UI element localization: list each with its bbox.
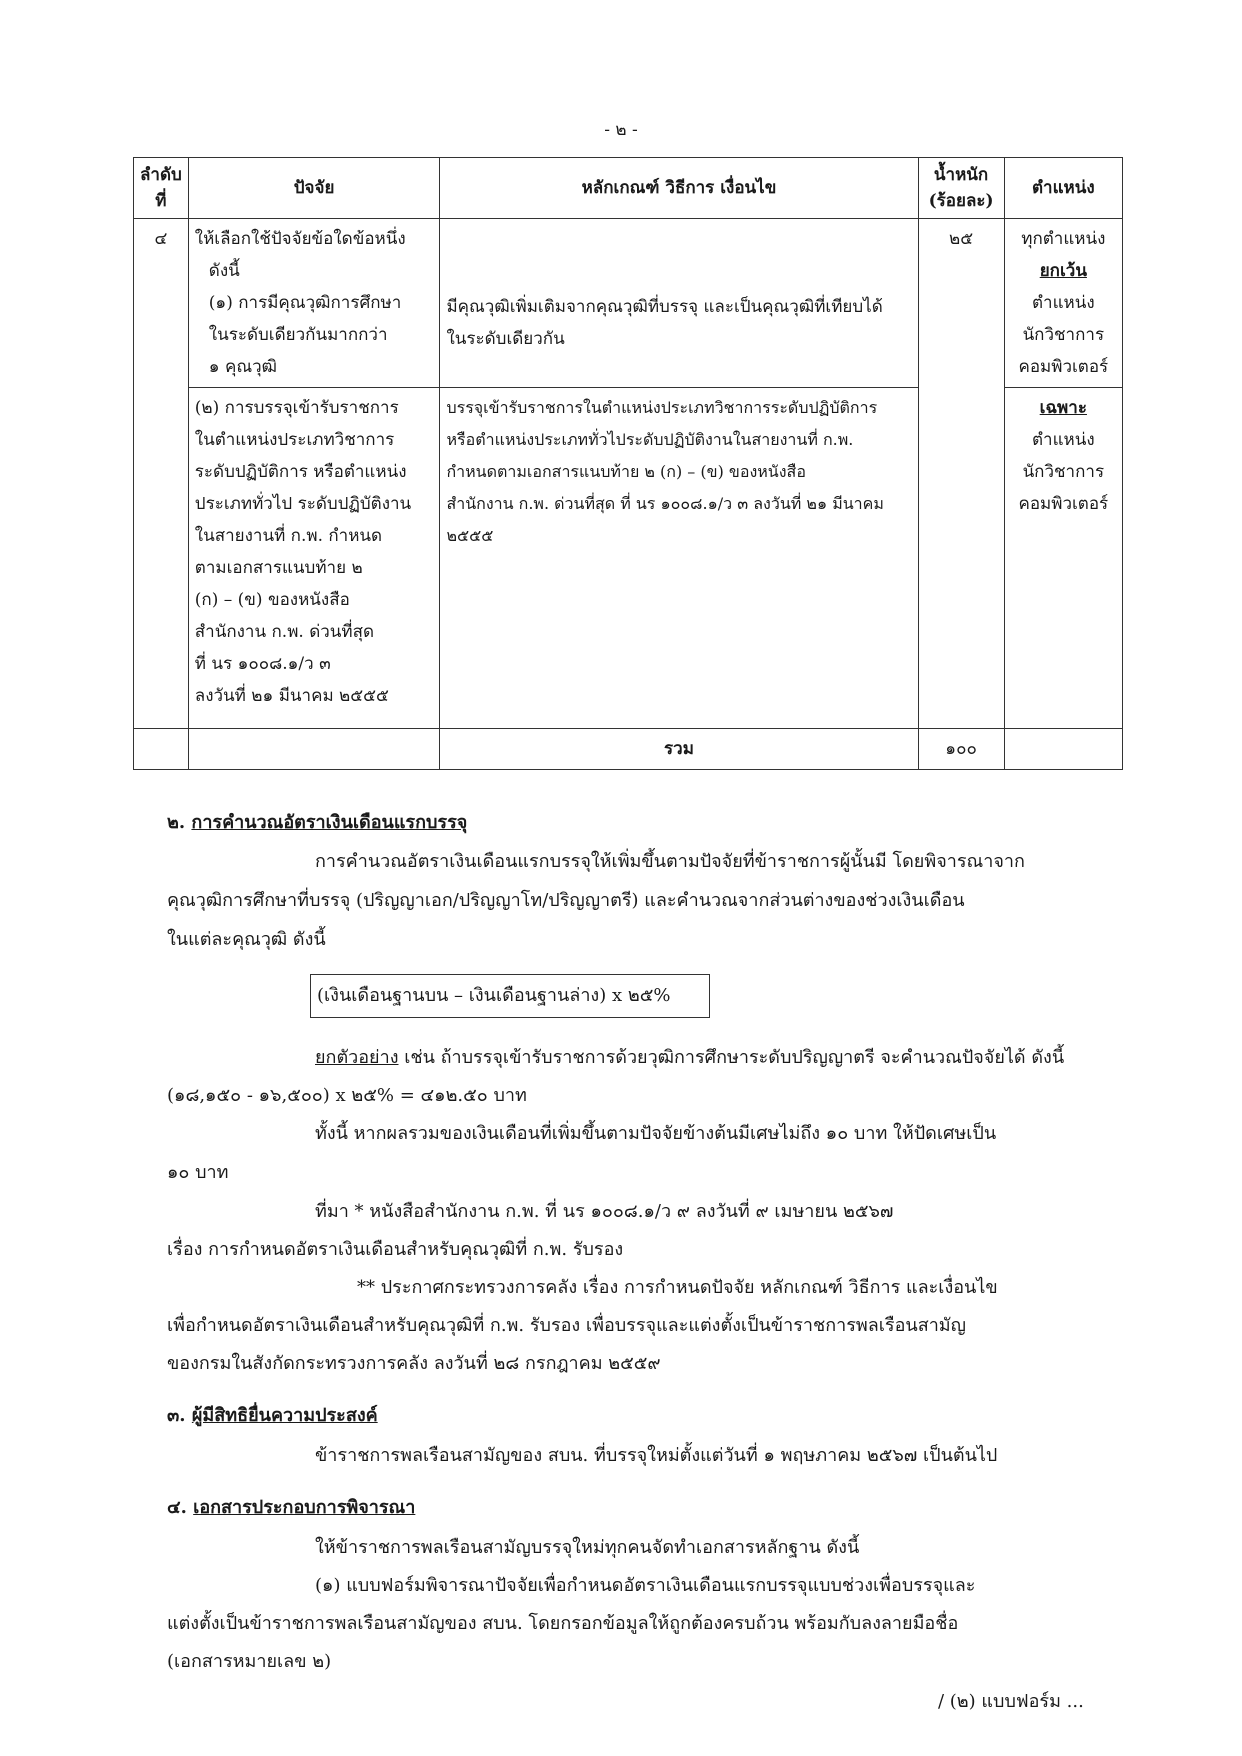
example-line: ยกตัวอย่าง เช่น ถ้าบรรจุเข้ารับราชการด้วยวุฒิการศึกษาระดับปริญญาตรี จะคำนวณปัจจัยได้ ดังนี้ bbox=[315, 1047, 1065, 1068]
example-label: ยกตัวอย่าง bbox=[315, 1047, 399, 1068]
section-4-para: ให้ข้าราชการพลเรือนสามัญบรรจุใหม่ทุกคนจัดทำเอกสารหลักฐาน ดังนี้ bbox=[315, 1537, 860, 1558]
weight-value: ๒๕ bbox=[918, 219, 1004, 729]
source-2-line-3: ของกรมในสังกัดกระทรวงการคลัง ลงวันที่ ๒๘ กรกฎาคม ๒๕๕๙ bbox=[167, 1353, 661, 1374]
section-4-item-1-line-2: แต่งตั้งเป็นข้าราชการพลเรือนสามัญของ สบน. โดยกรอกข้อมูลให้ถูกต้องครบถ้วน พร้อมกับลงลายมือชื่อ bbox=[167, 1613, 959, 1634]
source-2-line-1: ** ประกาศกระทรวงการคลัง เรื่อง การกำหนดปัจจัย หลักเกณฑ์ วิธีการ และเงื่อนไข bbox=[357, 1277, 998, 1298]
factor-option-1: ให้เลือกใช้ปัจจัยข้อใดข้อหนึ่ง ดังนี้ (๑) การมีคุณวุฒิการศึกษา ในระดับเดียวกันมากกว่า ๑ คุณวุฒิ bbox=[188, 219, 440, 388]
formula-box: (เงินเดือนฐานบน – เงินเดือนฐานล่าง) x ๒๕% bbox=[310, 974, 710, 1018]
section-2-para-line-1: การคำนวณอัตราเงินเดือนแรกบรรจุให้เพิ่มขึ้นตามปัจจัยที่ข้าราชการผู้นั้นมี โดยพิจารณาจาก bbox=[315, 851, 1025, 872]
continued-marker: / (๒) แบบฟอร์ม ... bbox=[938, 1691, 1084, 1712]
row-number: ๔ bbox=[134, 219, 189, 729]
section-2-para-line-2: คุณวุฒิการศึกษาที่บรรจุ (ปริญญาเอก/ปริญญาโท/ปริญญาตรี) และคำนวณจากส่วนต่างของช่วงเงินเดือน bbox=[167, 890, 965, 911]
page-number: - ๒ - bbox=[604, 120, 638, 140]
header-position: ตำแหน่ง bbox=[1004, 158, 1122, 219]
source-1-line-1: ที่มา * หนังสือสำนักงาน ก.พ. ที่ นร ๑๐๐๘.๑/ว ๙ ลงวันที่ ๙ เมษายน ๒๕๖๗ bbox=[315, 1201, 894, 1222]
section-2-heading: ๒. การคำนวณอัตราเงินเดือนแรกบรรจุ bbox=[167, 812, 468, 833]
table-header-row bbox=[134, 158, 1123, 219]
rounding-line-2: ๑๐ บาท bbox=[167, 1162, 229, 1183]
section-4-heading: ๔. เอกสารประกอบการพิจารณา bbox=[167, 1497, 416, 1518]
total-empty-position bbox=[1004, 729, 1122, 770]
section-3-para: ข้าราชการพลเรือนสามัญของ สบน. ที่บรรจุใหม่ตั้งแต่วันที่ ๑ พฤษภาคม ๒๕๖๗ เป็นต้นไป bbox=[315, 1445, 998, 1466]
table-row bbox=[134, 219, 1123, 388]
total-value: ๑๐๐ bbox=[918, 729, 1004, 770]
source-2-line-2: เพื่อกำหนดอัตราเงินเดือนสำหรับคุณวุฒิที่ ก.พ. รับรอง เพื่อบรรจุและแต่งตั้งเป็นข้าราชการพลเรือนสามัญ bbox=[167, 1315, 967, 1336]
header-criteria: หลักเกณฑ์ วิธีการ เงื่อนไข bbox=[440, 158, 918, 219]
header-no: ลำดับ ที่ bbox=[134, 158, 189, 219]
criteria-table bbox=[133, 157, 1123, 770]
factor-option-2: (๒) การบรรจุเข้ารับราชการ ในตำแหน่งประเภทวิชาการ ระดับปฏิบัติการ หรือตำแหน่ง ประเภททั่วไป ระดับปฏิบัติงาน ในสายงานที่ ก.พ. กำหนด ตามเอกสารแนบท้าย ๒ (ก) – (ข) ของหนังสือ สำนักงาน ก.พ. ด่วนที่สุด ที่ นร ๑๐๐๘.๑/ว ๓ ลงวันที่ ๒๑ มีนาคม ๒๕๕๕ bbox=[188, 388, 440, 729]
total-empty-factor bbox=[188, 729, 440, 770]
rounding-line-1: ทั้งนี้ หากผลรวมของเงินเดือนที่เพิ่มขึ้นตามปัจจัยข้างต้นมีเศษไม่ถึง ๑๐ บาท ให้ปัดเศษเป็น bbox=[315, 1123, 997, 1144]
section-4-item-1-line-1: (๑) แบบฟอร์มพิจารณาปัจจัยเพื่อกำหนดอัตราเงินเดือนแรกบรรจุแบบช่วงเพื่อบรรจุและ bbox=[315, 1575, 976, 1596]
total-empty-no bbox=[134, 729, 189, 770]
position-option-1: ทุกตำแหน่ง ยกเว้น ตำแหน่ง นักวิชาการ คอมพิวเตอร์ bbox=[1004, 219, 1122, 388]
table-total-row bbox=[134, 729, 1123, 770]
criteria-option-2: บรรจุเข้ารับราชการในตำแหน่งประเภทวิชาการระดับปฏิบัติการ หรือตำแหน่งประเภททั่วไประดับปฏิบัติงานในสายงานที่ ก.พ. กำหนดตามเอกสารแนบท้าย ๒ (ก) – (ข) ของหนังสือ สำนักงาน ก.พ. ด่วนที่สุด ที่ นร ๑๐๐๘.๑/ว ๓ ลงวันที่ ๒๑ มีนาคม ๒๕๕๕ bbox=[440, 388, 918, 729]
section-2-para-line-3: ในแต่ละคุณวุฒิ ดังนี้ bbox=[167, 929, 326, 950]
section-3-heading: ๓. ผู้มีสิทธิยื่นความประสงค์ bbox=[167, 1405, 378, 1426]
section-4-item-1-line-3: (เอกสารหมายเลข ๒) bbox=[167, 1651, 332, 1672]
total-label: รวม bbox=[440, 729, 918, 770]
criteria-option-1: มีคุณวุฒิเพิ่มเติมจากคุณวุฒิที่บรรจุ และเป็นคุณวุฒิที่เทียบได้ ในระดับเดียวกัน bbox=[440, 219, 918, 388]
header-factor: ปัจจัย bbox=[188, 158, 440, 219]
header-weight: น้ำหนัก (ร้อยละ) bbox=[918, 158, 1004, 219]
source-1-line-2: เรื่อง การกำหนดอัตราเงินเดือนสำหรับคุณวุฒิที่ ก.พ. รับรอง bbox=[167, 1239, 624, 1260]
position-option-2: เฉพาะ ตำแหน่ง นักวิชาการ คอมพิวเตอร์ bbox=[1004, 388, 1122, 729]
example-calculation: (๑๘,๑๕๐ - ๑๖,๕๐๐) x ๒๕% = ๔๑๒.๕๐ บาท bbox=[167, 1085, 527, 1106]
